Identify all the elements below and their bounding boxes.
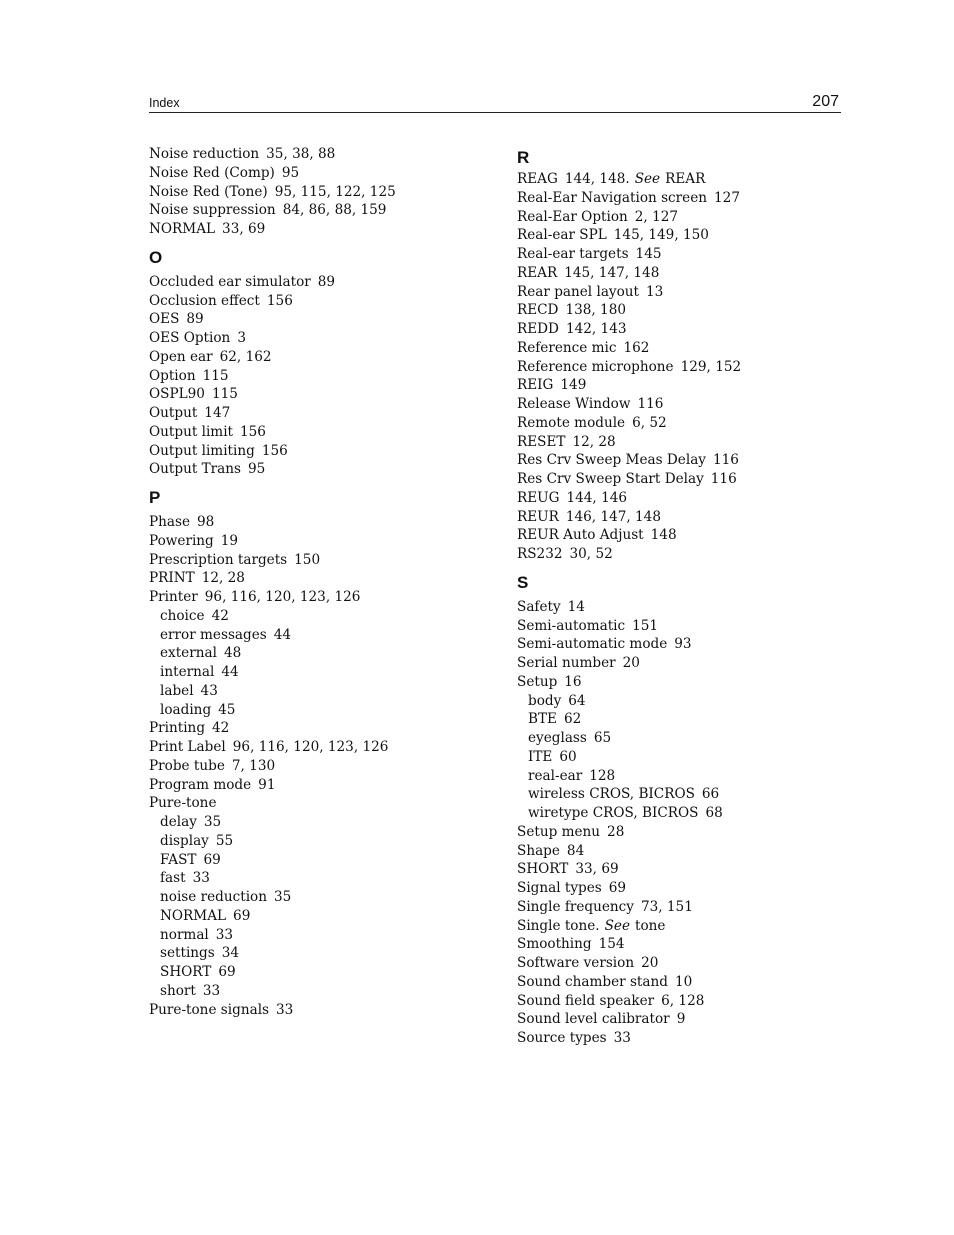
index-term: Pure-tone — [149, 795, 217, 812]
index-term: normal — [160, 926, 209, 943]
page-refs: 144, 146 — [566, 489, 628, 506]
index-entry — [149, 569, 396, 588]
index-subentry — [149, 832, 396, 851]
page-refs: 156 — [261, 442, 288, 459]
index-entry — [149, 1001, 396, 1020]
index-entry — [517, 954, 741, 973]
index-term: choice — [160, 607, 205, 624]
index-term: Printer — [149, 589, 198, 605]
index-term: OSPL90 — [149, 386, 205, 403]
index-entry — [149, 292, 396, 311]
see-target: tone — [635, 917, 666, 934]
index-entry — [149, 310, 396, 329]
index-term: Remote module — [517, 414, 626, 431]
page-refs: 19 — [220, 532, 239, 549]
index-term: Print Label — [149, 739, 226, 755]
index-entry — [517, 526, 741, 545]
page-header — [149, 90, 841, 113]
index-subentry — [149, 907, 396, 926]
page-refs: 9 — [676, 1011, 686, 1028]
index-entry — [517, 489, 741, 508]
index-entry — [149, 367, 396, 386]
page-refs: 144, 148. — [564, 171, 630, 187]
index-term: Single frequency — [517, 898, 634, 915]
index-entry — [517, 376, 741, 395]
see-label: See — [634, 171, 661, 187]
index-term: Real-Ear Navigation screen — [517, 189, 708, 206]
index-term: Printing — [149, 720, 206, 737]
section-letter: O — [149, 247, 163, 267]
index-term: label — [160, 682, 194, 699]
index-term: Real-ear SPL — [517, 227, 607, 244]
index-term: RESET — [517, 433, 566, 450]
index-subentry — [149, 963, 396, 982]
page-refs: 146, 147, 148 — [565, 508, 661, 525]
index-term: Semi-automatic — [517, 617, 626, 634]
index-term: Occlusion effect — [149, 292, 260, 309]
index-subentry — [149, 701, 396, 720]
index-subentry — [149, 626, 396, 645]
page-refs: 42 — [211, 607, 229, 624]
page-refs: 16 — [564, 673, 582, 690]
index-entry — [149, 145, 396, 164]
index-entry — [517, 598, 741, 617]
page-refs: 30, 52 — [569, 546, 613, 562]
page-refs: 65 — [593, 730, 612, 746]
index-entry — [517, 339, 741, 358]
index-term: error messages — [160, 626, 267, 643]
index-entry — [149, 442, 396, 461]
index-term: Res Crv Sweep Meas Delay — [517, 452, 706, 469]
index-subentry — [517, 729, 741, 748]
page-refs: 13 — [646, 283, 664, 300]
index-entry — [517, 414, 741, 433]
index-term: Sound level calibrator — [517, 1011, 670, 1028]
index-entry — [149, 551, 396, 570]
index-term: Noise Red (Tone) — [149, 183, 268, 200]
page-refs: 42 — [212, 720, 230, 737]
index-entry — [517, 264, 741, 283]
index-entry — [517, 1010, 741, 1029]
index-term: OES Option — [149, 330, 231, 346]
index-entry — [517, 208, 741, 227]
page-refs: 145, 149, 150 — [613, 227, 709, 244]
index-term: Software version — [517, 955, 635, 971]
index-term: PRINT — [149, 570, 195, 587]
section-letter: S — [517, 572, 529, 592]
index-term: REUR Auto Adjust — [517, 527, 644, 544]
section-letter: P — [149, 488, 161, 507]
page-refs: 91 — [258, 776, 276, 793]
index-term: Phase — [149, 514, 191, 530]
index-entry — [517, 935, 741, 954]
index-subentry — [149, 869, 396, 888]
index-term: REAR — [517, 264, 558, 281]
index-entry — [517, 1029, 741, 1048]
page-refs: 44 — [221, 664, 239, 680]
index-entry — [517, 842, 741, 861]
index-entry — [517, 245, 741, 264]
page-refs: 33, 69 — [222, 221, 266, 237]
page-refs: 10 — [674, 973, 693, 990]
index-entry — [517, 879, 741, 898]
index-term: noise reduction — [160, 889, 267, 905]
page-refs: 145 — [635, 246, 662, 262]
index-term: SHORT — [160, 964, 212, 980]
index-term: Source types — [517, 1030, 607, 1046]
index-entry — [149, 183, 396, 202]
index-entry — [517, 823, 741, 842]
index-term: Shape — [517, 842, 560, 859]
page-refs: 20 — [622, 655, 640, 671]
index-subentry — [149, 663, 396, 682]
index-term: external — [160, 645, 217, 662]
index-entry — [149, 273, 396, 292]
index-term: RS232 — [517, 546, 563, 562]
page-refs: 28 — [607, 823, 625, 840]
index-subentry — [149, 682, 396, 701]
index-entry — [149, 348, 396, 367]
page-refs: 151 — [632, 617, 659, 634]
index-entry — [517, 508, 741, 527]
page-refs: 93 — [674, 636, 692, 653]
index-term: Reference microphone — [517, 358, 674, 375]
index-term: NORMAL — [160, 907, 227, 924]
page-refs: 2, 127 — [634, 208, 679, 225]
index-term: Res Crv Sweep Start Delay — [517, 471, 704, 487]
index-term: Powering — [149, 532, 214, 549]
page-refs: 156 — [266, 292, 293, 309]
index-entry — [149, 719, 396, 738]
index-subentry — [517, 785, 741, 804]
index-term: delay — [160, 814, 197, 830]
page-refs: 115 — [202, 367, 229, 384]
index-entry — [149, 404, 396, 423]
page-refs: 33 — [215, 926, 234, 943]
index-term: Open ear — [149, 348, 213, 365]
index-subentry — [149, 982, 396, 1001]
index-term: Real-ear targets — [517, 246, 629, 262]
index-term: SHORT — [517, 861, 569, 878]
page-refs: 84 — [566, 842, 585, 859]
index-entry — [149, 220, 396, 239]
index-entry — [517, 283, 741, 302]
page-refs: 35 — [203, 814, 222, 830]
page-refs: 14 — [567, 598, 585, 615]
index-entry — [149, 776, 396, 795]
index-entry — [517, 860, 741, 879]
index-entry — [517, 973, 741, 992]
page-refs: 34 — [221, 945, 240, 962]
index-subentry — [517, 692, 741, 711]
index-entry — [517, 433, 741, 452]
header-title: Index — [149, 96, 180, 110]
index-subentry — [149, 607, 396, 626]
page-refs: 68 — [705, 805, 723, 821]
index-term: Pure-tone signals — [149, 1001, 270, 1018]
index-term: Serial number — [517, 655, 616, 671]
page-refs: 73, 151 — [640, 898, 693, 915]
page-refs: 154 — [598, 936, 625, 953]
index-term: real-ear — [528, 767, 583, 784]
index-term: Single tone. — [517, 917, 600, 934]
index-term: REAG — [517, 171, 558, 187]
index-term: Rear panel layout — [517, 283, 640, 300]
page-refs: 145, 147, 148 — [564, 264, 660, 281]
index-column-left — [149, 145, 396, 1019]
index-term: settings — [160, 945, 215, 962]
index-term: Occluded ear simulator — [149, 273, 311, 290]
page-refs: 98 — [197, 514, 215, 530]
index-entry — [517, 395, 741, 414]
page-refs: 62 — [563, 711, 582, 728]
index-term: eyeglass — [528, 730, 587, 746]
page-refs: 6, 52 — [632, 414, 667, 431]
page-refs: 55 — [215, 832, 234, 849]
page-refs: 162 — [623, 339, 650, 356]
index-term: REUR — [517, 508, 559, 525]
index-entry — [149, 794, 396, 813]
page-refs: 96, 116, 120, 123, 126 — [232, 739, 389, 755]
index-term: REIG — [517, 377, 554, 394]
page-refs: 116 — [712, 452, 739, 469]
index-term: Setup — [517, 673, 558, 690]
see-target: REAR — [665, 171, 706, 187]
index-entry — [517, 358, 741, 377]
index-subentry — [149, 944, 396, 963]
page-refs: 33, 69 — [575, 861, 619, 878]
page-refs: 35, 38, 88 — [266, 146, 336, 162]
index-entry — [149, 385, 396, 404]
index-term: Noise Red (Comp) — [149, 164, 275, 181]
page-refs: 142, 143 — [565, 321, 627, 337]
index-subentry — [149, 644, 396, 663]
index-term: body — [528, 692, 562, 709]
index-subentry — [149, 926, 396, 945]
index-term: Noise reduction — [149, 146, 260, 162]
page-refs: 96, 116, 120, 123, 126 — [204, 589, 361, 605]
index-term: NORMAL — [149, 221, 216, 237]
page-refs: 7, 130 — [231, 757, 276, 774]
index-entry — [149, 757, 396, 776]
page-refs: 62, 162 — [219, 348, 272, 365]
index-subentry — [517, 710, 741, 729]
index-entry — [517, 301, 741, 320]
page-number: 207 — [812, 93, 839, 110]
index-entry — [517, 470, 741, 489]
index-subentry — [149, 813, 396, 832]
index-entry — [517, 673, 741, 692]
index-entry — [517, 992, 741, 1011]
index-entry — [517, 545, 741, 564]
index-subentry — [517, 767, 741, 786]
index-term: Output limiting — [149, 442, 255, 459]
page-refs: 33 — [202, 982, 221, 999]
index-term: Output Trans — [149, 461, 242, 478]
index-subentry — [149, 888, 396, 907]
index-entry — [517, 898, 741, 917]
index-entry — [149, 532, 396, 551]
index-term: Output — [149, 405, 198, 421]
index-term: display — [160, 832, 209, 849]
index-term: Reference mic — [517, 339, 617, 356]
index-term: Signal types — [517, 880, 602, 896]
page-refs: 12, 28 — [572, 433, 616, 450]
index-entry — [517, 320, 741, 339]
index-subentry — [149, 851, 396, 870]
page-refs: 69 — [608, 880, 627, 896]
page-refs: 149 — [560, 377, 587, 394]
index-term: REDD — [517, 321, 559, 337]
index-entry — [149, 164, 396, 183]
index-term: OES — [149, 311, 180, 328]
index-entry — [517, 189, 741, 208]
page-refs: 95 — [281, 164, 300, 181]
page-refs: 127 — [714, 189, 740, 206]
page-refs: 156 — [240, 423, 266, 440]
index-term: REUG — [517, 489, 560, 506]
page-refs: 89 — [186, 311, 204, 328]
index-term: Noise suppression — [149, 202, 276, 219]
page-refs: 45 — [218, 701, 236, 718]
page-refs: 115 — [211, 386, 238, 403]
page-refs: 44 — [273, 626, 292, 643]
index-term: Safety — [517, 598, 561, 615]
index-term: Release Window — [517, 396, 631, 412]
index-subentry — [517, 804, 741, 823]
page-refs: 43 — [200, 682, 218, 699]
section-letter: R — [517, 148, 530, 167]
index-term: Output limit — [149, 423, 233, 440]
page-refs: 64 — [568, 692, 586, 709]
index-term: Setup menu — [517, 823, 601, 840]
index-entry — [149, 738, 396, 757]
index-entry — [149, 201, 396, 220]
index-entry — [149, 513, 396, 532]
page-refs: 116 — [637, 396, 664, 412]
index-entry — [517, 451, 741, 470]
index-term: loading — [160, 701, 212, 718]
index-entry — [149, 423, 396, 442]
page-refs: 148 — [650, 527, 677, 544]
index-term: Real-Ear Option — [517, 208, 628, 225]
page-refs: 3 — [237, 330, 246, 346]
page-refs: 150 — [294, 551, 321, 568]
page-refs: 138, 180 — [565, 302, 627, 319]
see-label: See — [604, 917, 631, 934]
page-refs: 95, 115, 122, 125 — [274, 183, 396, 200]
page-refs: 84, 86, 88, 159 — [282, 202, 387, 219]
page-refs: 89 — [317, 273, 336, 290]
index-term: short — [160, 982, 196, 999]
index-column-right — [517, 145, 741, 1048]
index-term: Smoothing — [517, 936, 592, 953]
page-refs: 116 — [710, 471, 737, 487]
index-entry — [149, 588, 396, 607]
index-entry — [517, 226, 741, 245]
index-term: Option — [149, 367, 196, 384]
index-term: Probe tube — [149, 757, 225, 774]
page-refs: 66 — [701, 786, 720, 803]
index-term: RECD — [517, 302, 559, 319]
page-refs: 69 — [203, 851, 221, 868]
page-refs: 33 — [613, 1030, 631, 1046]
index-entry — [517, 617, 741, 636]
index-term: Program mode — [149, 776, 252, 793]
index-entry — [517, 917, 741, 936]
index-term: internal — [160, 664, 215, 680]
index-term: Semi-automatic mode — [517, 636, 668, 653]
index-term: BTE — [528, 711, 557, 728]
index-entry — [149, 460, 396, 479]
page-refs: 12, 28 — [201, 570, 245, 587]
page-refs: 33 — [192, 870, 210, 887]
index-entry — [517, 635, 741, 654]
index-term: Sound chamber stand — [517, 973, 668, 990]
page-refs: 48 — [223, 645, 242, 662]
index-entry — [517, 170, 741, 189]
index-term: wireless CROS, BICROS — [528, 786, 695, 803]
index-term: Prescription targets — [149, 551, 288, 568]
index-term: Sound field speaker — [517, 992, 655, 1009]
index-entry — [517, 654, 741, 673]
index-term: fast — [160, 870, 186, 887]
page-refs: 128 — [589, 767, 616, 784]
index-entry — [149, 329, 396, 348]
page-refs: 69 — [233, 907, 251, 924]
index-subentry — [517, 748, 741, 767]
index-term: ITE — [528, 748, 553, 765]
page-refs: 33 — [276, 1001, 294, 1018]
page-refs: 60 — [559, 748, 577, 765]
page-refs: 129, 152 — [680, 358, 742, 375]
index-term: FAST — [160, 851, 197, 868]
page-refs: 6, 128 — [661, 992, 705, 1009]
page-refs: 69 — [218, 964, 236, 980]
page-refs: 147 — [204, 405, 231, 421]
page-refs: 95 — [248, 461, 266, 478]
page-refs: 35 — [274, 889, 292, 905]
index-term: wiretype CROS, BICROS — [528, 805, 699, 821]
page-refs: 20 — [641, 955, 659, 971]
